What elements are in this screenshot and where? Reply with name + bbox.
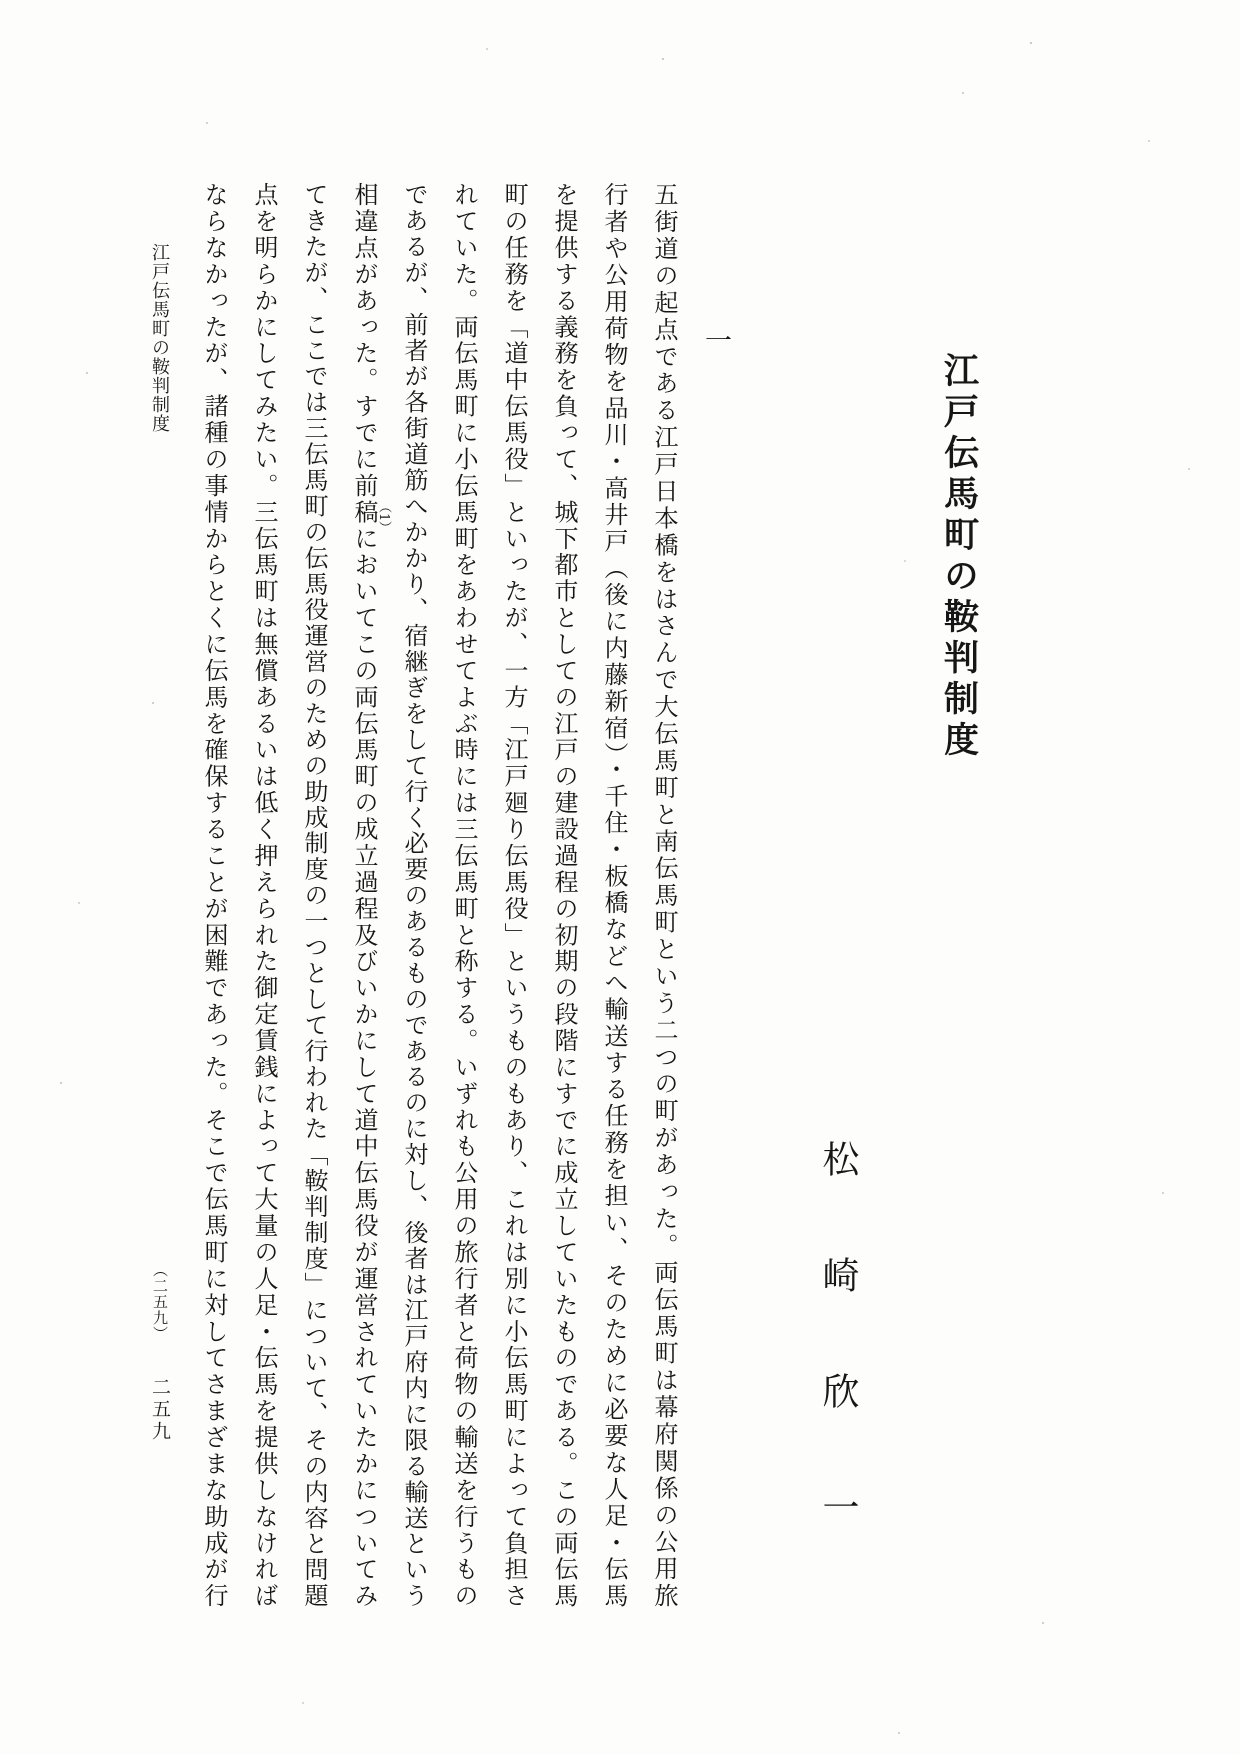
body-column: 相違点があった。すでに前稿においてこの両伝馬町の成立過程及びいかにして道中伝馬役が運営されていたかについてみ xyxy=(350,182,378,1607)
page-number-parenthesized: （二五九） xyxy=(151,1262,169,1342)
body-column: れていた。両伝馬町に小伝馬町をあわせてよぶ時には三伝馬町と称する。いずれも公用の旅行者と荷物の輸送を行うもの xyxy=(450,182,478,1607)
page-number-block xyxy=(147,1262,174,1443)
scan-noise xyxy=(0,0,2,2)
section-number: 一 xyxy=(700,326,731,353)
body-column: てきたが、ここでは三伝馬町の伝馬役運営のための助成制度の一つとして行われた「鞍判制度」について、その内容と問題 xyxy=(300,182,328,1608)
body-column: ならなかったが、諸種の事情からとくに伝馬を確保することが困難であった。そこで伝馬町に対してさまざまな助成が行 xyxy=(200,182,228,1607)
body-column: 行者や公用荷物を品川・高井戸（後に内藤新宿）・千住・板橋などへ輸送する任務を担い、そのために必要な人足・伝馬 xyxy=(600,182,628,1607)
footnote-marker: （1） xyxy=(376,500,391,535)
page-number: 二五九 xyxy=(149,1377,171,1444)
body-column: 点を明らかにしてみたい。三伝馬町は無償あるいは低く押えられた御定賃銭によって大量の人足・伝馬を提供しなければ xyxy=(250,182,278,1607)
article-title: 江戸伝馬町の鞍判制度 xyxy=(938,352,980,762)
body-column: であるが、前者が各街道筋へかかり、宿継ぎをして行く必要のあるものであるのに対し、後者は江戸府内に限る輸送という xyxy=(400,182,428,1608)
body-column: を提供する義務を負って、城下都市としての江戸の建設過程の初期の段階にすでに成立していたものである。この両伝馬 xyxy=(550,182,578,1607)
article-body xyxy=(186,182,689,1607)
author-name: 松崎欣一 xyxy=(816,1140,859,1604)
running-title: 江戸伝馬町の鞍判制度 xyxy=(149,243,170,433)
body-column: 町の任務を「道中伝馬役」といったが、一方「江戸廻り伝馬役」というものもあり、これは別に小伝馬町によって負担さ xyxy=(500,182,528,1607)
body-column: 五街道の起点である江戸日本橋をはさんで大伝馬町と南伝馬町という二つの町があった。両伝馬町は幕府関係の公用旅 xyxy=(650,182,678,1607)
